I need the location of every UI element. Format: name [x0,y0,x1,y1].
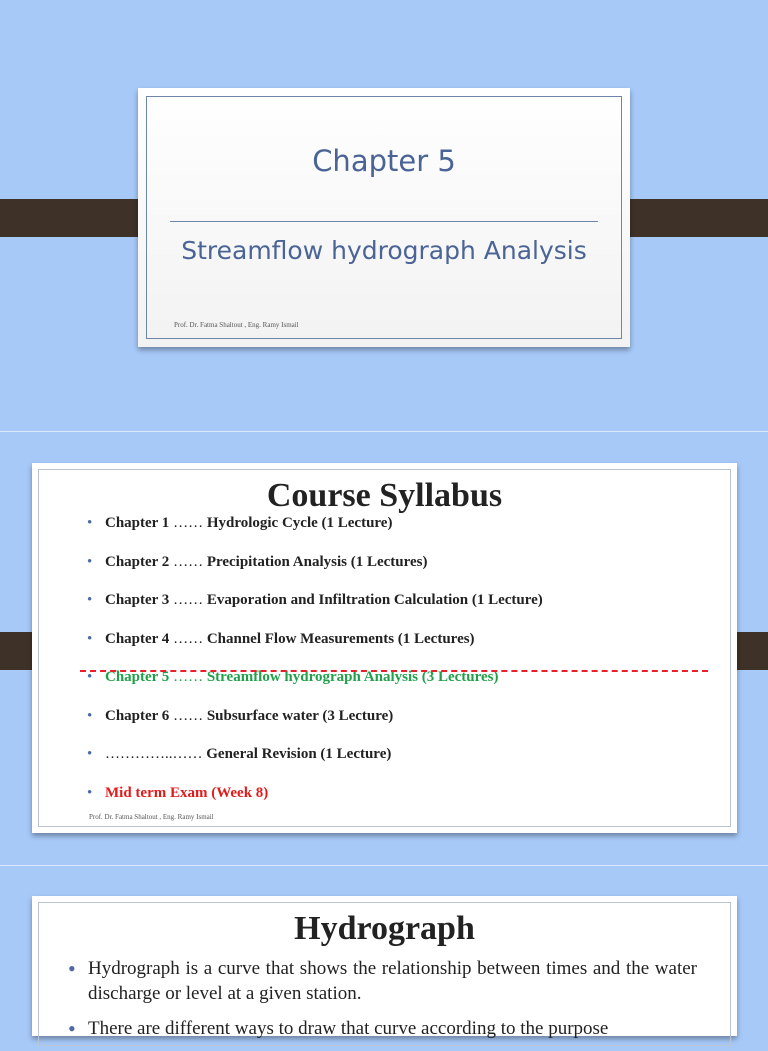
dots-separator: …… [169,707,207,724]
exam-label: Mid term Exam (Week 8) [105,784,269,801]
syllabus-item [87,746,543,785]
chapter-topic: Streamflow hydrograph Analysis (3 Lectures) [206,669,499,685]
chapter-topic: Hydrologic Cycle (1 Lecture) [206,515,393,531]
chapter-topic: Evaporation and Infiltration Calculation (1 Lecture) [206,592,543,608]
slide-title: Chapter 5 [312,144,456,178]
dots-separator: …… [169,630,207,647]
title-rule [170,221,598,222]
chapter-label: Chapter 3 [105,592,170,608]
syllabus-item [87,592,543,631]
bullet-text: Hydrograph is a curve that shows the relationship between times and the water discharge or level at a given station. [88,958,697,1004]
bullet-icon: • [87,630,93,647]
bullet-icon: • [87,746,93,762]
slide-border [146,96,622,339]
hydrograph-bullets [68,956,697,1051]
page-divider [0,431,768,432]
slide-title: Course Syllabus [266,477,503,514]
slide-footer: Prof. Dr. Fatma Shaltout , Eng. Ramy Ismail [89,813,214,821]
dots-separator: …… [169,515,207,531]
bullet-text: There are different ways to draw that curve according to the purpose [88,1018,609,1039]
bullet-icon: • [87,592,93,608]
bullet-icon: • [87,784,93,801]
syllabus-item-current [87,669,543,708]
chapter-label: Chapter 1 [105,515,170,531]
chapter-label: Chapter 6 [105,707,170,724]
bullet-icon: • [87,707,93,724]
dashed-separator [80,670,708,672]
chapter-topic: General Revision (1 Lecture) [206,746,392,762]
syllabus-item [87,708,543,747]
slide-chapter-title [138,88,630,347]
syllabus-item [87,631,543,670]
syllabus-item [87,554,543,593]
syllabus-list [87,515,543,823]
left-tab-decoration [0,199,155,237]
dots-separator: …………..…… [105,746,207,762]
bullet-icon: • [68,1016,76,1041]
bullet-icon: • [87,669,93,685]
slide-footer: Prof. Dr. Fatma Shaltout , Eng. Ramy Ismail [174,321,299,329]
slide-hydrograph [32,896,737,1041]
bullet-icon: • [68,956,76,981]
slide-title: Hydrograph [294,910,475,947]
slide-course-syllabus [32,463,737,833]
dots-separator: …… [169,553,207,570]
syllabus-item [87,515,543,554]
bullet-item [68,956,697,1006]
bullet-icon: • [87,553,93,570]
chapter-label: Chapter 2 [105,553,170,570]
dots-separator: …… [169,592,207,608]
chapter-label: Chapter 5 [105,669,170,685]
slide-subtitle: Streamflow hydrograph Analysis [181,236,587,265]
bullet-item [68,1016,697,1041]
right-tab-decoration [613,199,768,237]
chapter-topic: Precipitation Analysis (1 Lectures) [206,553,428,570]
chapter-topic: Subsurface water (3 Lecture) [206,707,394,724]
bullet-icon: • [87,515,93,531]
chapter-label: Chapter 4 [105,630,170,647]
chapter-topic: Channel Flow Measurements (1 Lectures) [206,630,475,647]
dots-separator: …… [169,669,207,685]
page-divider [0,865,768,866]
